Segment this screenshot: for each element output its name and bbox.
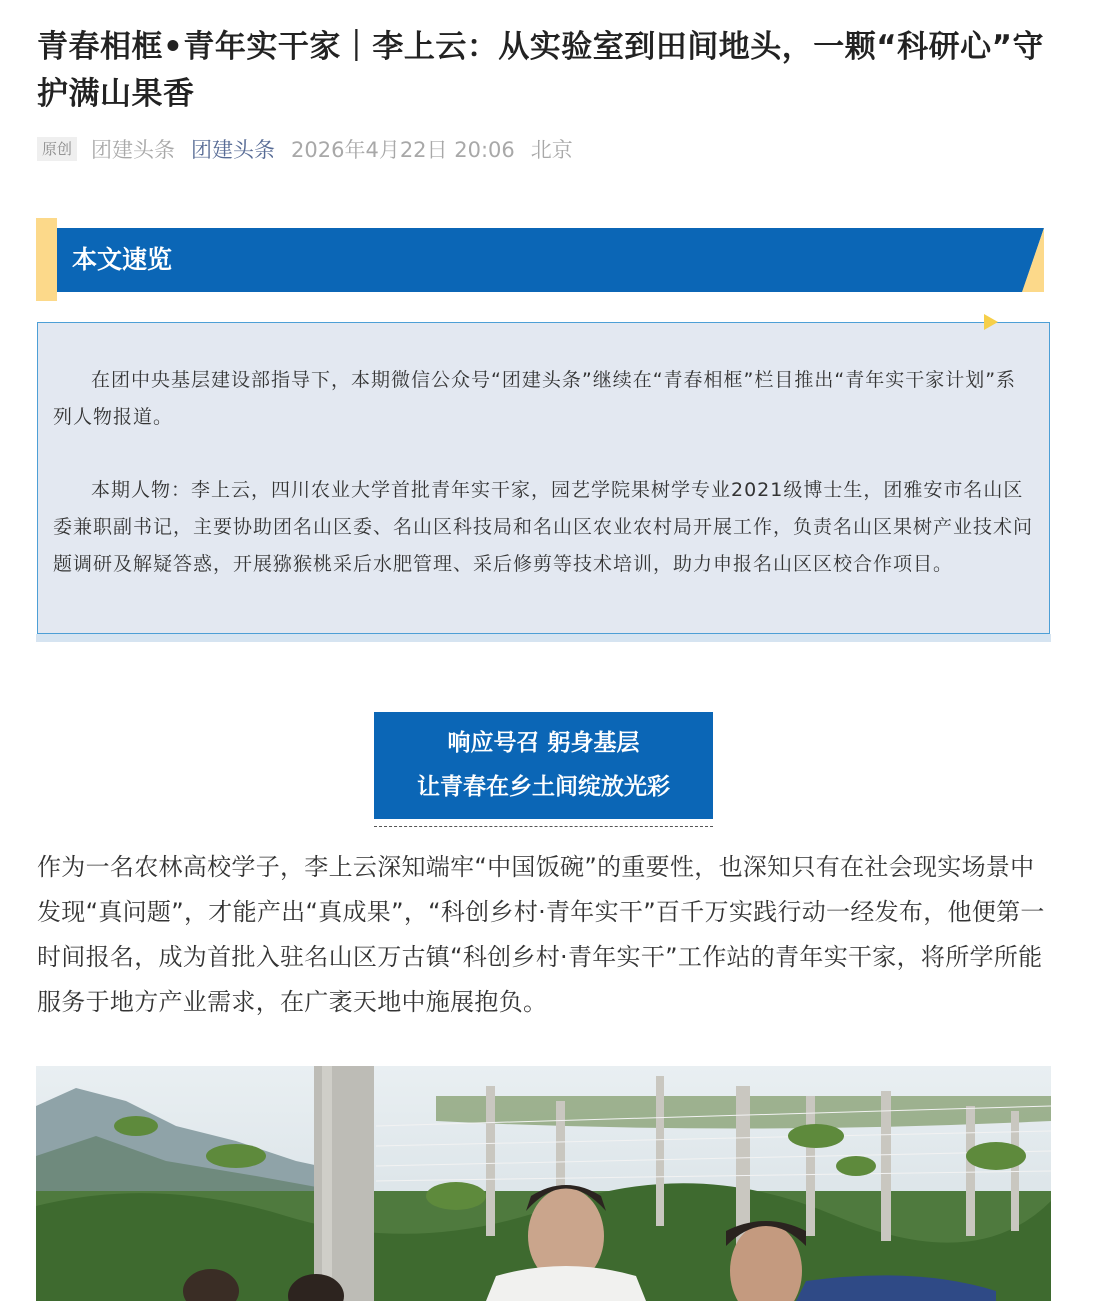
original-badge: 原创 [37, 137, 77, 161]
article-meta [37, 134, 573, 164]
account-link[interactable]: 团建头条 [191, 138, 276, 162]
section-heading-line-1: 响应号召 躬身基层 [447, 730, 640, 756]
article-title: 青春相框•青年实干家｜李上云：从实验室到田间地头，一颗“科研心”守护满山果香 [37, 29, 1045, 112]
triangle-marker-icon [984, 314, 998, 330]
publish-location: 北京 [530, 138, 573, 162]
summary-paragraph-2: 本期人物：李上云，四川农业大学首批青年实干家，园艺学院果树学专业2021级博士生，团雅安市名山区委兼职副书记，主要协助团名山区委、名山区科技局和名山区农业农村局开展工作，负责名山区果树产业技术问题调研及解疑答惑，开展猕猴桃采后水肥管理、采后修剪等技术培训，助力申报名山区区校合作项目。 [53, 479, 1034, 575]
publish-date: 2026年4月22日 20:06 [291, 138, 515, 162]
author-name: 团建头条 [91, 138, 176, 162]
header-accent-bar [36, 218, 57, 301]
article-photo [36, 1066, 1051, 1301]
summary-heading: 本文速览 [72, 245, 173, 274]
summary-paragraph-1: 在团中央基层建设部指导下，本期微信公众号“团建头条”继续在“青春相框”栏目推出“青年实干家计划”系列人物报道。 [53, 369, 1017, 428]
section-heading-line-2: 让青春在乡土间绽放光彩 [417, 774, 670, 800]
section-divider [374, 826, 713, 827]
summary-header-band [57, 228, 1044, 292]
summary-box-shadow [36, 634, 1051, 642]
section-heading-box [374, 712, 713, 819]
body-paragraph: 作为一名农林高校学子，李上云深知端牢“中国饭碗”的重要性，也深知只有在社会现实场景中发现“真问题”，才能产出“真成果”，“科创乡村·青年实干”百千万实践行动一经发布，他便第一时间报名，成为首批入驻名山区万古镇“科创乡村·青年实干”工作站的青年实干家，将所学所能服务于地方产业需求，在广袤天地中施展抱负。 [37, 853, 1045, 1016]
